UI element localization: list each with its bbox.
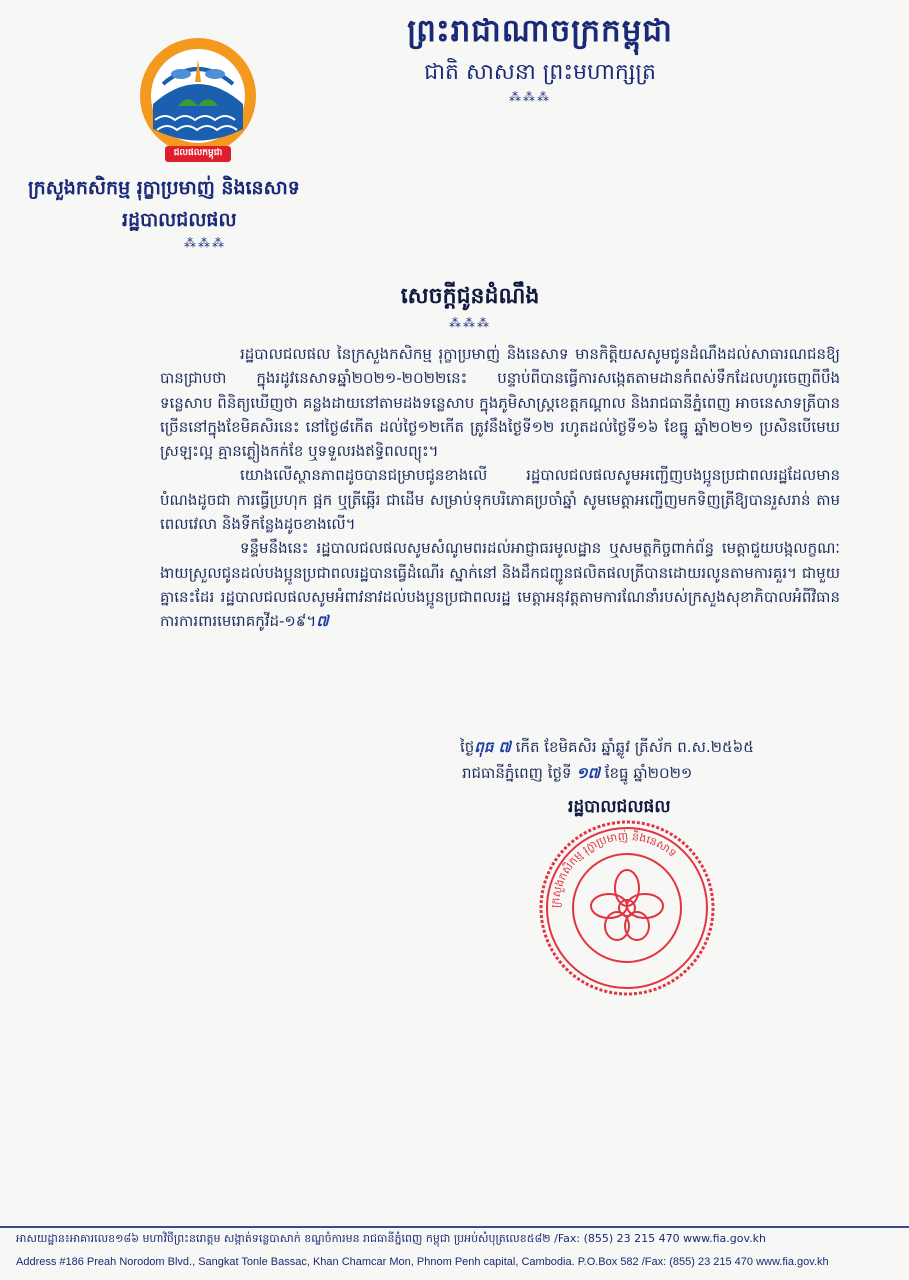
- header-ornament: ⁂⁂⁂: [509, 90, 551, 104]
- fisheries-logo: [133, 34, 263, 166]
- signer-name: រដ្ឋបាលជលផល: [568, 797, 671, 817]
- national-motto: ជាតិ សាសនា ព្រះមហាក្សត្រ: [424, 60, 656, 85]
- lunar-date: ថ្ងៃពុធ ៧ កើត ខែមិគសិរ ឆ្នាំឆ្លូវ ត្រីស័ក ព.ស.២៥៦៥: [460, 738, 754, 756]
- agency-ornament: ⁂⁂⁂: [184, 236, 226, 250]
- handwritten-mark: ៧: [316, 612, 329, 631]
- department-name: រដ្ឋបាលជលផល: [122, 209, 237, 231]
- footer-address-khmer: អាសយដ្ឋាន៖អាគារលេខ១៨៦ មហាវិថីព្រះនរោត្តម សង្កាត់ទន្លេបាសាក់ ខណ្ឌចំការមន រាជធានីភ្នំពេញ កម្ពុជា ប្រអប់សំបុត្រលេខ៥៨២ /Fax: (855) 23 215 470 www.fia.gov.kh: [16, 1232, 766, 1245]
- solar-date: រាជធានីភ្នំពេញ ថ្ងៃទី ១៧ ខែធ្នូ ឆ្នាំ២០២១: [462, 764, 693, 782]
- footer-divider: [0, 1226, 909, 1228]
- ministry-name: ក្រសួងកសិកម្ម រុក្ខាប្រមាញ់ និងនេសាទ: [28, 177, 300, 199]
- official-seal: [537, 818, 717, 998]
- kingdom-heading: ព្រះរាជាណាចក្រកម្ពុជា: [407, 13, 673, 49]
- document-body: [160, 342, 840, 634]
- handwritten-lunar-day: ពុធ ៧: [474, 738, 511, 756]
- footer-address-english: Address #186 Preah Norodom Blvd., Sangkat Tonle Bassac, Khan Chamcar Mon, Phnom Penh capital, Cambodia. P.O.Box 582 /Fax: (855) 23 215 470 www.fia.gov.kh: [16, 1256, 829, 1268]
- logo-label: ជលផលកម្ពុជា: [173, 148, 223, 158]
- body-paragraph: រដ្ឋបាលជលផល នៃក្រសួងកសិកម្ម រុក្ខាប្រមាញ់ និងនេសាទ មានកិត្តិយសសូមជូនដំណឹងដល់សាធារណជនឱ្យបានជ្រាបថា ក្នុងរដូវនេសាទឆ្នាំ២០២១-២០២២នេះ បន្ទាប់ពីបានធ្វើការសង្កេតតាមដានកំពស់ទឹកដែលហូរចេញពីបឹងទន្លេសាប ពិនិត្យឃើញថា គន្លងដាយនៅតាមដងទន្លេសាប ក្នុងភូមិសាស្ត្រខេត្តកណ្តាល និងរាជធានីភ្នំពេញ អាចនេសាទត្រីបានច្រើននៅក្នុងខែមិគសិរនេះ នៅថ្ងៃ៨កើត ដល់ថ្ងៃ១២កើត ត្រូវនឹងថ្ងៃទី១២ រហូតដល់ថ្ងៃទី១៦ ខែធ្នូ ឆ្នាំ២០២១ ប្រសិនបើមេឃស្រឡះល្អ គ្មានភ្លៀងកក់ខែ ឬទទួលរងឥទ្ធិពលព្យុះ។: [160, 345, 840, 461]
- handwritten-solar-day: ១៧: [576, 764, 600, 782]
- seal-stamp-icon: [537, 818, 717, 998]
- seal-text: ក្រសួងកសិកម្ម រុក្ខាប្រមាញ់ និងនេសាទ: [548, 829, 680, 909]
- body-paragraph: ទន្ទឹមនឹងនេះ រដ្ឋបាលជលផលសូមសំណូមពរដល់អាជ្ញាធរមូលដ្ឋាន ឬសមត្ថកិច្ចពាក់ព័ន្ធ មេត្តាជួយបង្កលក្ខណៈងាយស្រួលជូនដល់បងប្អូនប្រជាពលរដ្ឋបានធ្វើដំណើរ ស្នាក់នៅ និងដឹកជញ្ជូនផលិតផលត្រីបានដោយរលូនតាមការគួរ។ ជាមួយគ្នានេះដែរ រដ្ឋបាលជលផលសូមអំពាវនាវដល់បងប្អូនប្រជាពលរដ្ឋ មេត្តាអនុវត្តតាមការណែនាំរបស់ក្រសួងសុខាភិបាលអំពីវិធានការការពារមេរោគកូវីដ-១៩។៧: [160, 539, 840, 631]
- document-title: សេចក្តីជូនដំណឹង: [400, 283, 540, 309]
- title-ornament: ⁂⁂⁂: [449, 316, 491, 330]
- body-paragraph: យោងលើស្ថានភាពដូចបានជម្រាបជូនខាងលើ រដ្ឋបាលជលផលសូមអញ្ជើញបងប្អូនប្រជាពលរដ្ឋដែលមានបំណងដូចជា ការធ្វើប្រហុក ផ្អក ឬត្រីឆ្អើរ ជាដើម សម្រាប់ទុកបរិភោគប្រចាំឆ្នាំ សូមមេត្តាអញ្ជើញមកទិញត្រីឱ្យបានរួសរាន់ តាមពេលវេលា និងទីកន្លែងដូចខាងលើ។: [160, 466, 840, 534]
